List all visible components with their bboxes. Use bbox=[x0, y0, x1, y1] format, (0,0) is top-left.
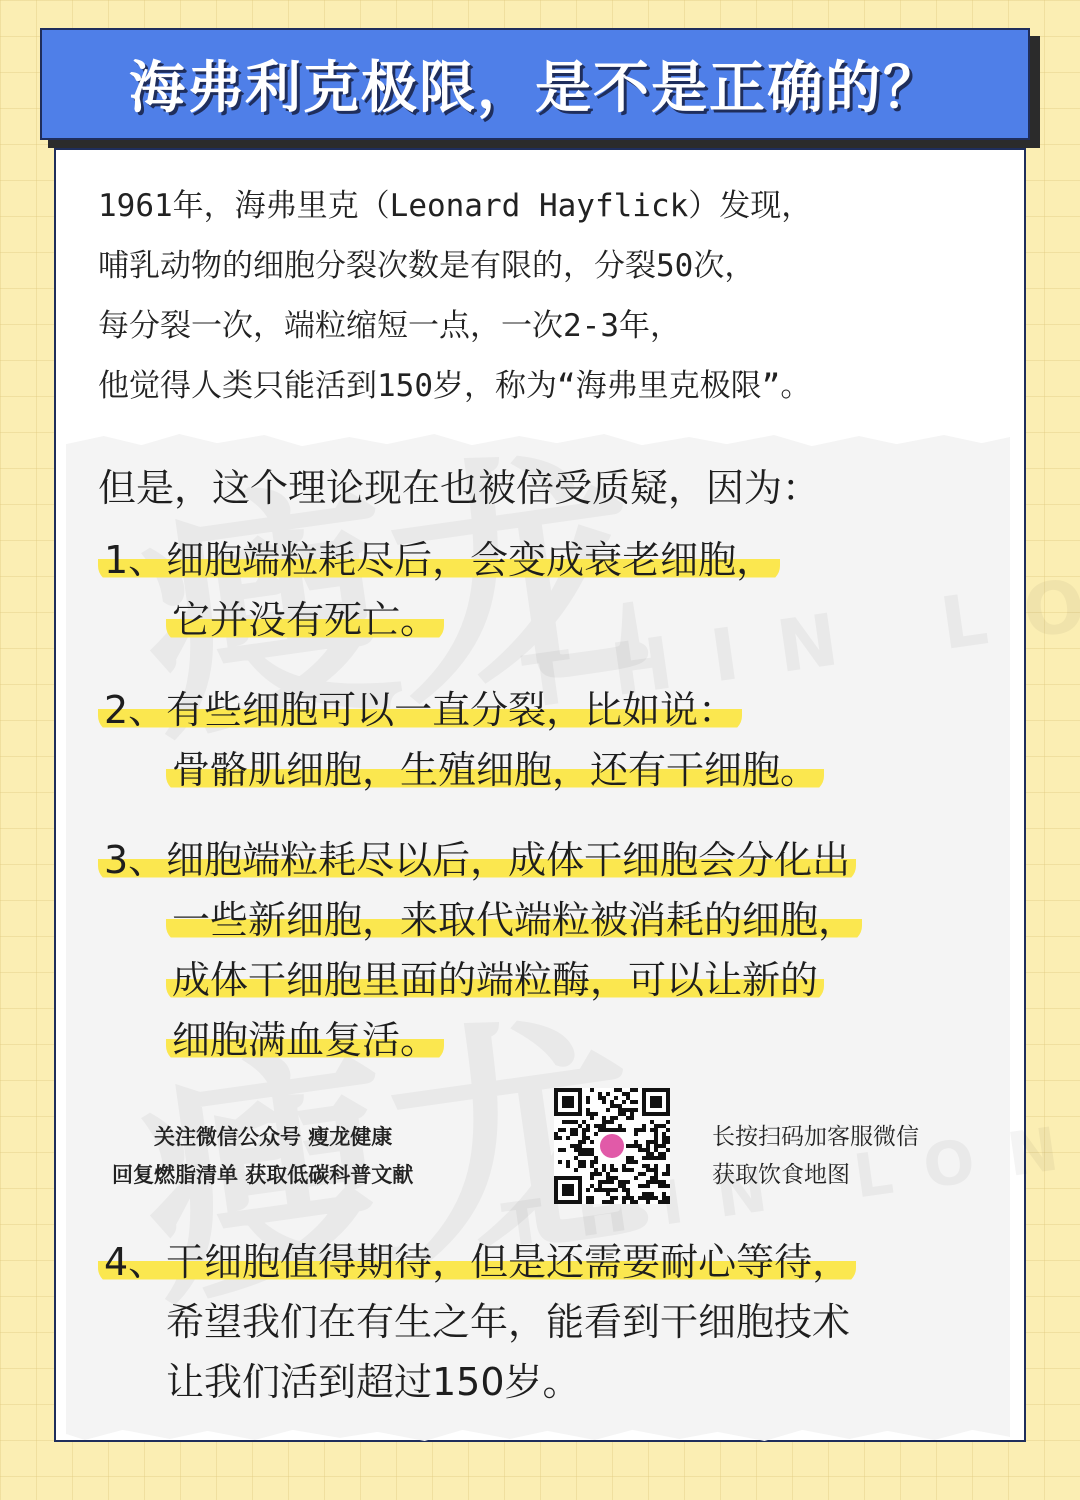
point-3 bbox=[98, 830, 1018, 1070]
point-line: 骨骼肌细胞，生殖细胞，还有干细胞。 bbox=[166, 748, 824, 792]
qr-note-line: 长按扫码加客服微信 bbox=[712, 1124, 919, 1150]
point-line: 让我们活到超过150岁。 bbox=[166, 1360, 581, 1404]
qr-note-line: 获取饮食地图 bbox=[712, 1162, 850, 1188]
point-line: 细胞满血复活。 bbox=[166, 1018, 444, 1062]
point-line: 希望我们在有生之年，能看到干细胞技术 bbox=[166, 1300, 851, 1344]
point-line: 1、细胞端粒耗尽后，会变成衰老细胞， bbox=[98, 538, 780, 582]
point-line: 成体干细胞里面的端粒酶，可以让新的 bbox=[166, 958, 824, 1002]
intro-line: 每分裂一次，端粒缩短一点，一次2-3年， bbox=[98, 308, 681, 344]
qr-code-graphic bbox=[554, 1088, 670, 1204]
intro-line: 他觉得人类只能活到150岁，称为“海弗里克极限”。 bbox=[98, 368, 812, 404]
intro-line: 哺乳动物的细胞分裂次数是有限的，分裂50次， bbox=[98, 248, 756, 284]
follow-line: 回复燃脂清单 获取低碳科普文献 bbox=[112, 1163, 414, 1187]
point-line: 一些新细胞，来取代端粒被消耗的细胞， bbox=[166, 898, 862, 942]
point-1 bbox=[98, 530, 1018, 650]
point-line: 它并没有死亡。 bbox=[166, 598, 444, 642]
point-4 bbox=[98, 1232, 1018, 1412]
point-line: 2、有些细胞可以一直分裂，比如说： bbox=[98, 688, 742, 732]
lead-sentence: 但是，这个理论现在也被倍受质疑，因为： bbox=[98, 466, 821, 510]
follow-line: 关注微信公众号 瘦龙健康 bbox=[154, 1125, 393, 1149]
point-line: 4、干细胞值得期待，但是还需要耐心等待， bbox=[98, 1240, 856, 1284]
point-line: 3、细胞端粒耗尽以后，成体干细胞会分化出 bbox=[98, 838, 856, 882]
follow-instructions bbox=[112, 1118, 512, 1194]
points-section bbox=[98, 458, 1018, 1100]
point-2 bbox=[98, 680, 1018, 800]
intro-line: 1961年，海弗里克（Leonard Hayflick）发现， bbox=[98, 188, 813, 224]
qr-note bbox=[712, 1118, 919, 1194]
qr-code-icon[interactable] bbox=[554, 1088, 670, 1204]
page-title: 海弗利克极限，是不是正确的？ bbox=[129, 56, 941, 121]
title-banner bbox=[40, 28, 1030, 140]
